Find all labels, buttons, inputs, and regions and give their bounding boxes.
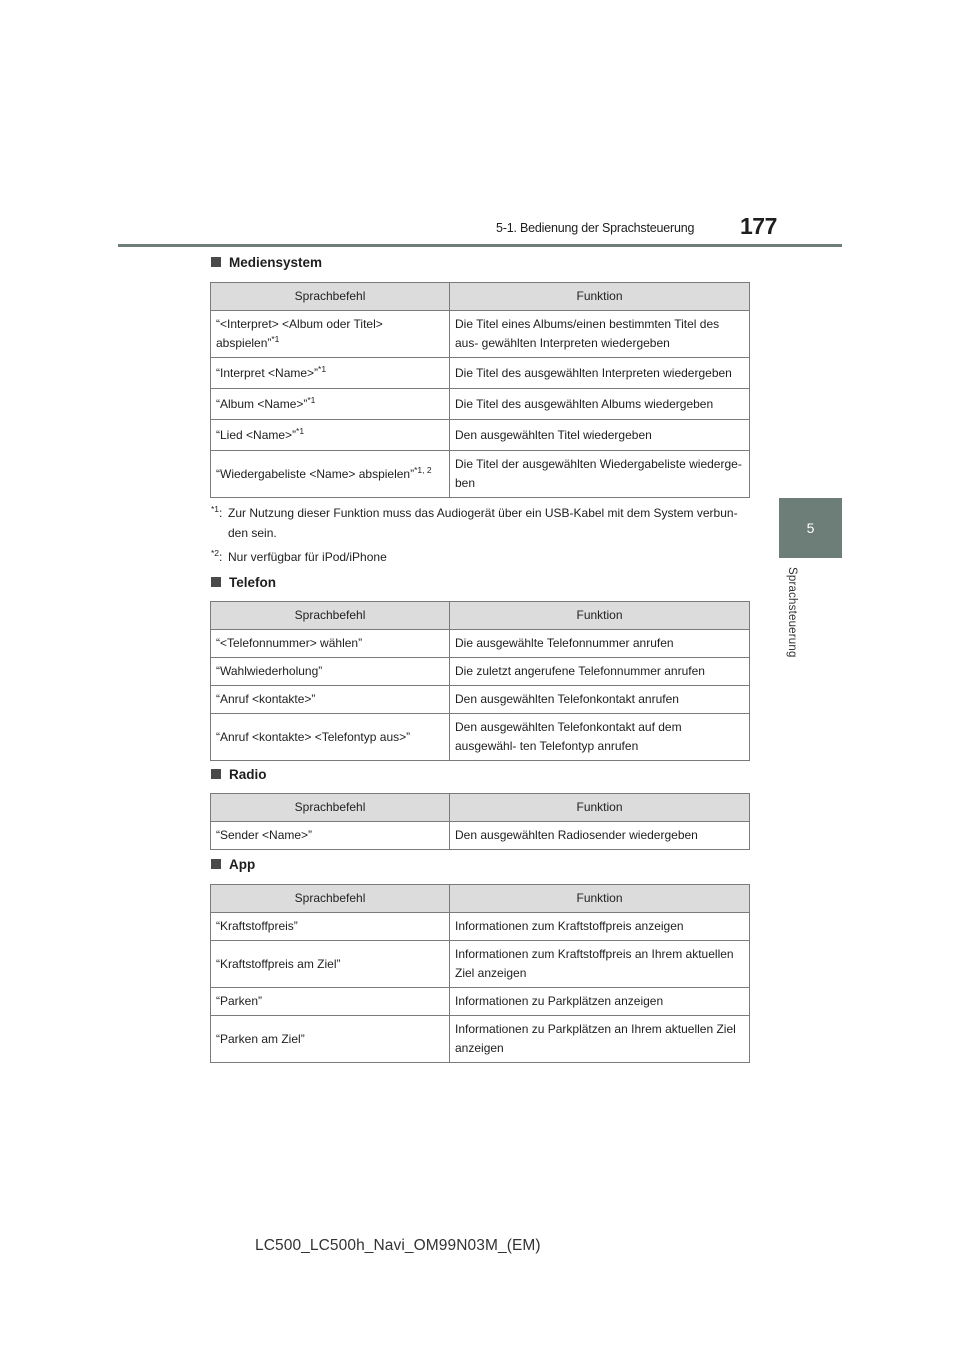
- chapter-label: Sprachsteuerung: [786, 567, 798, 658]
- function-cell: Informationen zu Parkplätzen an Ihrem aktuellen Ziel anzeigen: [450, 1016, 750, 1063]
- heading-text: App: [229, 857, 256, 872]
- heading-telefon: [211, 575, 276, 590]
- table-row: [211, 1016, 750, 1063]
- footnote-mark: $^{*2}$:: [211, 548, 223, 564]
- table-row: [211, 420, 750, 451]
- table-row: [211, 988, 750, 1016]
- footnote-mark: $^{*1}$:: [211, 504, 223, 520]
- table-row: [211, 389, 750, 420]
- square-bullet-icon: [211, 859, 221, 869]
- table-row: [211, 714, 750, 761]
- table-mediensystem: [210, 282, 750, 498]
- function-cell: Die Titel des ausgewählten Albums wiedergeben: [450, 389, 750, 420]
- table-app: [210, 884, 750, 1063]
- command-cell: “Anruf <kontakte>”: [211, 686, 450, 714]
- heading-app: [211, 857, 255, 872]
- column-header: Sprachbefehl: [211, 602, 450, 630]
- column-header: Funktion: [450, 885, 750, 913]
- footnote-text: Nur verfügbar für iPod/iPhone: [228, 550, 387, 564]
- table-telefon: [210, 601, 750, 761]
- heading-radio: [211, 767, 267, 782]
- function-cell: Die zuletzt angerufene Telefonnummer anrufen: [450, 658, 750, 686]
- table-radio: [210, 793, 750, 850]
- table-row: [211, 686, 750, 714]
- table-row: [211, 822, 750, 850]
- heading-mediensystem: [211, 255, 322, 270]
- function-cell: Den ausgewählten Titel wiedergeben: [450, 420, 750, 451]
- column-header: Sprachbefehl: [211, 794, 450, 822]
- heading-text: Telefon: [229, 575, 276, 590]
- command-cell: “Wahlwiederholung”: [211, 658, 450, 686]
- square-bullet-icon: [211, 577, 221, 587]
- function-cell: Den ausgewählten Radiosender wiedergeben: [450, 822, 750, 850]
- command-cell: “Parken am Ziel”: [211, 1016, 450, 1063]
- column-header: Sprachbefehl: [211, 885, 450, 913]
- function-cell: Die ausgewählte Telefonnummer anrufen: [450, 630, 750, 658]
- function-cell: Den ausgewählten Telefonkontakt anrufen: [450, 686, 750, 714]
- command-cell: “Album <Name>”$^{*1}$: [211, 389, 450, 420]
- footnote: [211, 503, 751, 543]
- table-header-row: [211, 885, 750, 913]
- command-cell: “<Telefonnummer> wählen”: [211, 630, 450, 658]
- header-divider: [118, 244, 842, 247]
- table-row: [211, 913, 750, 941]
- column-header: Funktion: [450, 283, 750, 311]
- table-header-row: [211, 283, 750, 311]
- square-bullet-icon: [211, 257, 221, 267]
- table-row: [211, 311, 750, 358]
- command-cell: “<Interpret> <Album oder Titel> abspielen”$^{*1}$: [211, 311, 450, 358]
- table-header-row: [211, 794, 750, 822]
- function-cell: Informationen zum Kraftstoffpreis an Ihrem aktuellen Ziel anzeigen: [450, 941, 750, 988]
- document-code-footer: LC500_LC500h_Navi_OM99N03M_(EM): [255, 1237, 541, 1254]
- section-title: 5-1. Bedienung der Sprachsteuerung: [496, 221, 695, 235]
- page-number: 177: [740, 213, 777, 239]
- function-cell: Die Titel eines Albums/einen bestimmten Titel des aus- gewählten Interpreten wiedergeben: [450, 311, 750, 358]
- function-cell: Informationen zum Kraftstoffpreis anzeigen: [450, 913, 750, 941]
- column-header: Funktion: [450, 602, 750, 630]
- function-cell: Die Titel des ausgewählten Interpreten wiedergeben: [450, 358, 750, 389]
- column-header: Funktion: [450, 794, 750, 822]
- table-row: [211, 658, 750, 686]
- command-cell: “Interpret <Name>”$^{*1}$: [211, 358, 450, 389]
- function-cell: Den ausgewählten Telefonkontakt auf dem ausgewähl- ten Telefontyp anrufen: [450, 714, 750, 761]
- footnote-text: Zur Nutzung dieser Funktion muss das Audiogerät über ein USB-Kabel mit dem System verbun- den sein.: [228, 506, 738, 540]
- command-cell: “Kraftstoffpreis”: [211, 913, 450, 941]
- table-row: [211, 941, 750, 988]
- footnote: [211, 547, 751, 567]
- command-cell: “Parken”: [211, 988, 450, 1016]
- function-cell: Die Titel der ausgewählten Wiedergabeliste wiederge- ben: [450, 451, 750, 498]
- table-row: [211, 358, 750, 389]
- table-header-row: [211, 602, 750, 630]
- command-cell: “Wiedergabeliste <Name> abspielen”$^{*1, 2}$: [211, 451, 450, 498]
- command-cell: “Sender <Name>”: [211, 822, 450, 850]
- table-row: [211, 630, 750, 658]
- chapter-tab: [779, 498, 842, 558]
- table-row: [211, 451, 750, 498]
- heading-text: Mediensystem: [229, 255, 323, 270]
- command-cell: “Kraftstoffpreis am Ziel”: [211, 941, 450, 988]
- command-cell: “Lied <Name>”$^{*1}$: [211, 420, 450, 451]
- function-cell: Informationen zu Parkplätzen anzeigen: [450, 988, 750, 1016]
- chapter-number: 5: [806, 520, 815, 536]
- square-bullet-icon: [211, 769, 221, 779]
- column-header: Sprachbefehl: [211, 283, 450, 311]
- heading-text: Radio: [229, 767, 267, 782]
- command-cell: “Anruf <kontakte> <Telefontyp aus>”: [211, 714, 450, 761]
